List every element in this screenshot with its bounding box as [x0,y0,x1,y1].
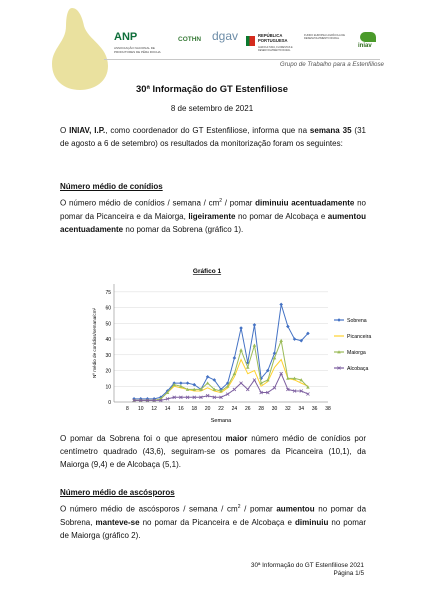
section-heading-ascosporos: Número médio de ascósporos [60,488,175,497]
x-axis-label: Semana [210,418,232,424]
logo-republica: REPÚBLICA PORTUGUESA [258,33,288,43]
x-tick-label: 8 [125,406,129,412]
page-title: 30ª Informação do GT Estenfiliose [136,83,288,94]
x-tick-label: 22 [218,406,224,412]
data-point [293,337,297,341]
data-point [233,356,237,360]
section2-paragraph: O número médio de ascósporos / semana / $cm^2$ / pomar aumentou no pomar da Sobrena, manteve-se no pomar da Picanceira e de Alcobaça e diminuiu no pomar de Maiorga (gráfico 2). [60,504,367,540]
x-tick-label: 16 [178,406,184,412]
logo-cothn: COTHN [178,36,202,43]
data-point [240,382,243,385]
document-date: 8 de setembro de 2021 [170,104,254,113]
legend-label: Picanceira [347,334,372,340]
x-tick-label: 24 [231,406,238,412]
x-tick-label: 36 [311,406,318,412]
data-point [206,381,210,384]
x-tick-label: 20 [204,406,211,412]
y-tick-label: 40 [105,337,111,344]
y-tick-label: 60 [105,305,111,312]
x-tick-label: 28 [258,406,264,412]
x-tick-label: 10 [137,406,144,412]
series-line-sobrena [134,304,308,398]
chart-grafico-1 [78,264,378,430]
y-tick-label: 0 [108,400,111,406]
data-point [206,375,210,379]
x-tick-label: 30 [271,406,278,412]
logo-iniav: iniav [358,43,372,49]
x-tick-label: 12 [151,406,157,412]
data-point [186,381,190,385]
y-tick-label: 75 [105,289,111,296]
footer-page-number: Página 1/5 [333,570,364,577]
logo-republica-sub: AGRICULTURA, FLORESTAS E DESENVOLVIMENTO RURAL [258,46,293,52]
data-point [246,366,250,369]
x-tick-label: 32 [285,406,291,412]
y-tick-label: 50 [105,321,111,328]
data-point [279,339,283,342]
x-tick-label: 26 [244,406,251,412]
x-tick-label: 38 [325,406,331,412]
data-point [233,388,236,391]
x-tick-label: 18 [191,406,198,412]
legend-label: Alcobaça [347,366,369,372]
logo-anp: ANP [114,31,138,43]
footer-doc-title: 30ª Informação do GT Estenfiliose 2021 [250,562,364,569]
partner-logos [106,30,382,56]
logo-feader: FUNDO EUROPEU AGRÍCOLA DE DESENVOLVIMENTO RURAL [304,34,345,41]
legend-marker [337,318,341,322]
group-label: Grupo de Trabalho para a Estenfiliose [279,61,384,68]
section-heading-conidios: Número médio de conídios [60,182,163,191]
data-point [246,388,249,391]
republica-flag-icon [246,36,255,46]
legend-label: Sobrena [347,318,367,324]
y-tick-label: 30 [105,352,111,359]
logo-anp-sub: ASSOCIAÇÃO NACIONAL DE PRODUTORES DE PÊRA ROCHA [114,46,161,54]
legend-label: Maiorga [347,350,366,356]
x-tick-label: 14 [164,406,171,412]
section1-paragraph: O número médio de conídios / semana / $cm^2$ / pomar diminuiu acentuadamente no pomar da Picanceira e da Maiorga, ligeiramente no pomar de Alcobaça e aumentou acentuadamente no pomar da Sobrena (gráfico 1). [60,198,367,234]
footer [251,562,364,578]
iniav-leaf-icon [360,32,376,42]
chart-title: Gráfico 1 [192,268,222,275]
data-point [286,325,290,329]
header-divider [104,59,380,60]
y-axis-label: Nº médio de conídios/semana/cm² [92,307,97,379]
y-tick-label: 20 [105,368,111,375]
series-line-picanceira [134,360,308,401]
x-tick-label: 34 [298,406,305,412]
summary-paragraph: O pomar da Sobrena foi o que apresentou maior número médio de conídios por centímetro quadrado (43,6), seguiram-se os pomares da Picanceira (10,1), da Maiorga (9,4) e de Alcobaça (5,1). [60,434,366,469]
data-point [253,344,257,347]
data-point [179,381,183,385]
intro-paragraph: O INIAV, I.P., como coordenador do GT Estenfiliose, informa que na semana 35 (31 de agosto a 6 de setembro) os resultados da monitorização foram os seguintes: [60,126,366,148]
logo-dgav: dgav [212,29,239,43]
data-point [239,326,243,330]
data-point [279,303,283,307]
y-tick-label: 10 [105,384,111,391]
data-point [253,323,257,327]
data-point [239,348,243,351]
